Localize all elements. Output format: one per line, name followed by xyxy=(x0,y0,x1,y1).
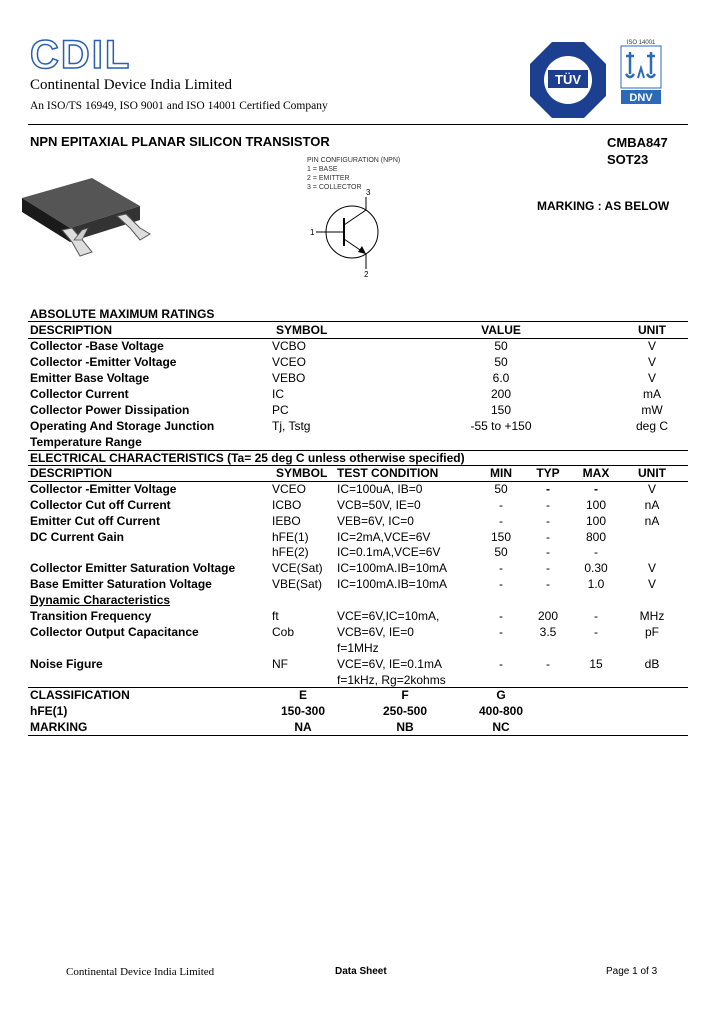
footer-company: Continental Device India Limited xyxy=(66,966,215,978)
table-row xyxy=(0,339,720,355)
row-max: 800 xyxy=(585,530,607,544)
col-symbol: SYMBOL xyxy=(276,466,328,480)
row-unit: deg C xyxy=(635,419,669,433)
table-row xyxy=(0,657,720,673)
row-min: - xyxy=(499,498,503,512)
row-min: - xyxy=(499,577,503,591)
row-unit: mW xyxy=(641,403,663,417)
row-description: Collector Cut off Current xyxy=(30,498,171,512)
row-unit: V xyxy=(647,355,657,369)
row-symbol: NF xyxy=(272,657,288,671)
abs-max-top-rule xyxy=(28,321,688,322)
row-symbol: VCEO xyxy=(272,482,307,496)
marking-label: MARKING xyxy=(30,720,88,734)
schematic-pin-1: 1 xyxy=(310,228,315,237)
group-g: G xyxy=(496,688,506,702)
group-f: F xyxy=(401,688,409,702)
footer-doc-type: Data Sheet xyxy=(335,966,387,977)
row-description: DC Current Gain xyxy=(30,530,125,544)
row-symbol: ICBO xyxy=(272,498,302,512)
row-typ: - xyxy=(546,498,550,512)
dynamic-heading-row xyxy=(0,593,720,609)
row-min: - xyxy=(499,561,503,575)
row-unit: dB xyxy=(644,657,660,671)
dnv-certification-badge xyxy=(618,38,664,106)
table-row xyxy=(0,625,720,641)
marking-f: NB xyxy=(396,720,414,734)
marking-e: NA xyxy=(294,720,312,734)
classification-header-row xyxy=(0,688,720,704)
pin-3-label: 3 = COLLECTOR xyxy=(307,184,362,191)
col-max: MAX xyxy=(582,466,610,480)
row-unit: MHz xyxy=(639,609,665,623)
classification-heading: CLASSIFICATION xyxy=(30,688,130,702)
row-symbol: IEBO xyxy=(272,514,301,528)
row-condition: f=1kHz, Rg=2kohms xyxy=(337,673,446,687)
pin-1-label: 1 = BASE xyxy=(307,166,338,173)
table-row xyxy=(0,609,720,625)
hfe-e: 150-300 xyxy=(280,704,326,718)
row-max: - xyxy=(594,482,598,496)
col-value: VALUE xyxy=(481,323,521,337)
row-typ: 200 xyxy=(537,609,559,623)
elec-heading: ELECTRICAL CHARACTERISTICS (Ta= 25 deg C unless otherwise specified) xyxy=(30,451,465,465)
row-value: 50 xyxy=(494,355,508,369)
row-symbol: VCBO xyxy=(272,339,307,353)
dynamic-characteristics-heading: Dynamic Characteristics xyxy=(30,593,171,607)
row-typ: - xyxy=(546,561,550,575)
row-condition: f=1MHz xyxy=(337,641,379,655)
row-typ: - xyxy=(546,657,550,671)
row-description: Collector -Base Voltage xyxy=(30,339,164,353)
col-symbol: SYMBOL xyxy=(276,323,328,337)
table-row xyxy=(0,545,720,561)
row-unit: pF xyxy=(644,625,660,639)
table-row xyxy=(0,641,720,657)
row-description: Emitter Cut off Current xyxy=(30,514,160,528)
col-typ: TYP xyxy=(536,466,560,480)
row-symbol: hFE(1) xyxy=(272,530,309,544)
table-row xyxy=(0,355,720,371)
row-condition: IC=2mA,VCE=6V xyxy=(337,530,431,544)
row-symbol: VCEO xyxy=(272,355,307,369)
marking-g: NC xyxy=(492,720,510,734)
row-min: 50 xyxy=(494,482,508,496)
row-symbol: VEBO xyxy=(272,371,306,385)
row-unit: mA xyxy=(643,387,661,401)
row-description: Collector Power Dissipation xyxy=(30,403,190,417)
row-symbol: ft xyxy=(272,609,279,623)
cdil-logo xyxy=(30,36,136,72)
table-row xyxy=(0,403,720,419)
row-description: Noise Figure xyxy=(30,657,103,671)
schematic-pin-2: 2 xyxy=(364,270,369,279)
row-unit: nA xyxy=(644,514,660,528)
table-row xyxy=(0,387,720,403)
row-description: Collector Output Capacitance xyxy=(30,625,199,639)
row-unit: V xyxy=(647,577,657,591)
tuv-certification-badge xyxy=(528,40,608,120)
logo-text: CDIL xyxy=(30,36,132,72)
row-min: - xyxy=(499,625,503,639)
row-description: Base Emitter Saturation Voltage xyxy=(30,577,212,591)
row-symbol: VBE(Sat) xyxy=(272,577,323,591)
row-value: 150 xyxy=(490,403,512,417)
row-min: 50 xyxy=(494,545,508,559)
row-max: 1.0 xyxy=(587,577,605,591)
row-max: 100 xyxy=(585,498,607,512)
company-name: Continental Device India Limited xyxy=(30,77,233,93)
classification-marking-row xyxy=(0,720,720,736)
col-unit: UNIT xyxy=(638,323,666,337)
row-description: Operating And Storage Junction xyxy=(30,419,215,433)
row-unit: V xyxy=(647,482,657,496)
package-type: SOT23 xyxy=(607,152,649,167)
classification-bottom-rule xyxy=(28,735,688,736)
table-row xyxy=(0,482,720,498)
row-unit: V xyxy=(647,561,657,575)
table-row xyxy=(0,435,720,451)
row-min: - xyxy=(499,514,503,528)
row-description: Collector -Emitter Voltage xyxy=(30,355,177,369)
row-unit: nA xyxy=(644,498,660,512)
col-min: MIN xyxy=(490,466,512,480)
row-typ: 3.5 xyxy=(539,625,557,639)
row-unit: V xyxy=(647,371,657,385)
iso-badge-text: ISO 14001 xyxy=(626,40,656,46)
dnv-text: DNV xyxy=(629,92,653,104)
row-description-continuation: Temperature Range xyxy=(30,435,142,449)
row-unit: V xyxy=(647,339,657,353)
table-row xyxy=(0,419,720,435)
part-info xyxy=(607,134,668,168)
row-max: - xyxy=(594,609,598,623)
part-number: CMBA847 xyxy=(607,135,668,150)
row-typ: - xyxy=(546,514,550,528)
row-symbol: PC xyxy=(272,403,289,417)
tuv-text: TÜV xyxy=(555,72,581,87)
pin-2-label: 2 = EMITTER xyxy=(307,175,350,182)
row-symbol: Cob xyxy=(272,625,295,639)
row-condition: VCE=6V, IE=0.1mA xyxy=(337,657,442,671)
row-typ: - xyxy=(546,577,550,591)
row-typ: - xyxy=(546,545,550,559)
table-row xyxy=(0,561,720,577)
row-value: 50 xyxy=(494,339,508,353)
col-test-condition: TEST CONDITION xyxy=(337,466,439,480)
row-description: Collector Current xyxy=(30,387,129,401)
table-row xyxy=(0,530,720,546)
sot23-package-drawing xyxy=(22,160,162,275)
table-row xyxy=(0,498,720,514)
row-value: -55 to +150 xyxy=(470,419,532,433)
table-row xyxy=(0,577,720,593)
marking-note: MARKING : AS BELOW xyxy=(537,199,670,213)
row-max: 0.30 xyxy=(584,561,608,575)
hfe-g: 400-800 xyxy=(478,704,524,718)
row-value: 6.0 xyxy=(492,371,510,385)
row-condition: IC=100mA.IB=10mA xyxy=(337,577,448,591)
certification-line: An ISO/TS 16949, ISO 9001 and ISO 14001 Certified Company xyxy=(30,100,328,112)
group-e: E xyxy=(298,688,308,702)
row-condition: IC=100mA.IB=10mA xyxy=(337,561,448,575)
abs-max-header-row xyxy=(0,323,720,339)
elec-header-row xyxy=(0,466,720,482)
row-typ: - xyxy=(546,482,550,496)
row-max: 15 xyxy=(589,657,603,671)
row-condition: IC=100uA, IB=0 xyxy=(337,482,423,496)
row-min: - xyxy=(499,657,503,671)
row-max: - xyxy=(594,545,598,559)
row-condition: VCB=50V, IE=0 xyxy=(337,498,421,512)
table-row xyxy=(0,514,720,530)
classification-hfe-row xyxy=(0,704,720,720)
hfe-label: hFE(1) xyxy=(30,704,68,718)
row-condition: VCB=6V, IE=0 xyxy=(337,625,414,639)
header-divider xyxy=(28,124,688,125)
row-symbol: Tj, Tstg xyxy=(272,419,311,433)
row-typ: - xyxy=(546,530,550,544)
col-description: DESCRIPTION xyxy=(30,466,113,480)
row-min: 150 xyxy=(490,530,512,544)
row-description: Collector Emitter Saturation Voltage xyxy=(30,561,236,575)
footer-page-number: Page 1 of 3 xyxy=(606,966,658,977)
hfe-f: 250-500 xyxy=(382,704,428,718)
schematic-pin-3: 3 xyxy=(366,188,371,197)
row-condition: VEB=6V, IC=0 xyxy=(337,514,414,528)
row-symbol: VCE(Sat) xyxy=(272,561,323,575)
abs-max-heading: ABSOLUTE MAXIMUM RATINGS xyxy=(30,307,215,321)
table-row xyxy=(0,371,720,387)
row-max: 100 xyxy=(585,514,607,528)
row-value: 200 xyxy=(490,387,512,401)
row-min: - xyxy=(499,609,503,623)
row-description: Transition Frequency xyxy=(30,609,152,623)
row-condition: IC=0.1mA,VCE=6V xyxy=(337,545,441,559)
col-unit: UNIT xyxy=(638,466,666,480)
row-symbol: hFE(2) xyxy=(272,545,309,559)
row-condition: VCE=6V,IC=10mA, xyxy=(337,609,440,623)
row-max: - xyxy=(594,625,598,639)
npn-transistor-symbol xyxy=(300,185,390,280)
row-description: Emitter Base Voltage xyxy=(30,371,150,385)
row-symbol: IC xyxy=(272,387,284,401)
col-description: DESCRIPTION xyxy=(30,323,113,337)
document-title: NPN EPITAXIAL PLANAR SILICON TRANSISTOR xyxy=(30,134,330,149)
row-description: Collector -Emitter Voltage xyxy=(30,482,177,496)
pin-config-heading: PIN CONFIGURATION (NPN) xyxy=(307,157,401,164)
